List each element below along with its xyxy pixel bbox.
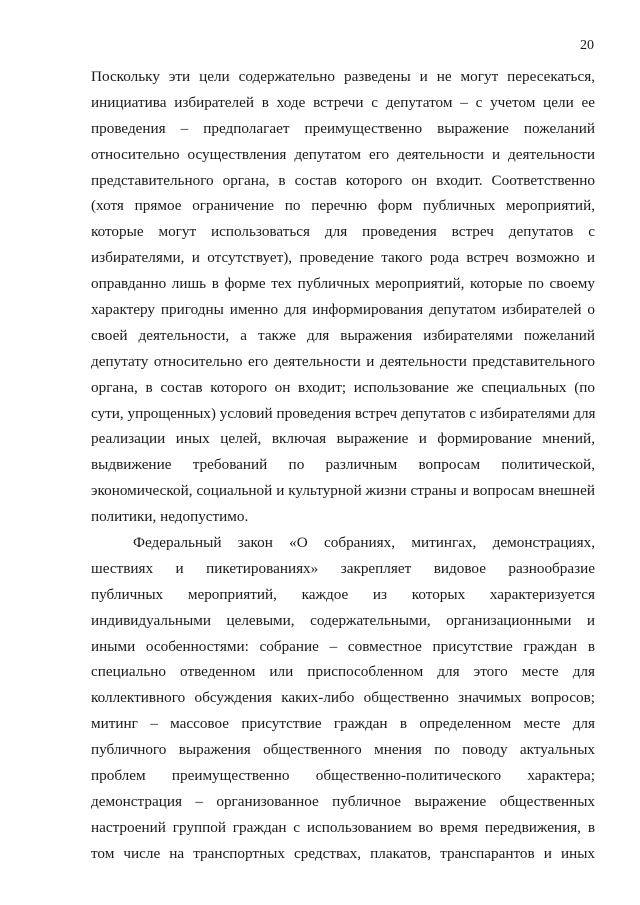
text-line: реализации иных целей, включая выражение и формирование мнений, (91, 430, 595, 448)
text-line: шествиях и пикетированиях» закрепляет видовое разнообразие (91, 559, 595, 577)
text-line: проведения – предполагает преимущественно выражение пожеланий (91, 119, 595, 137)
text-line: том числе на транспортных средствах, плакатов, транспарантов и иных (91, 844, 595, 862)
paragraph (91, 64, 595, 530)
text-line: настроений группой граждан с использованием во время передвижения, в (91, 818, 595, 836)
text-line: депутату относительно его деятельности и деятельности представительного (91, 352, 595, 370)
text-line: демонстрация – организованное публичное выражение общественных (91, 792, 595, 810)
text-line: митинг – массовое присутствие граждан в определенном месте для (91, 715, 595, 733)
text-line: избирателями, и отсутствует), проведение такого рода встреч возможно и (91, 249, 595, 267)
text-line: политики, недопустимо. (91, 508, 249, 526)
text-line: иными особенностями: собрание – совместное присутствие граждан в (91, 637, 595, 655)
text-line: индивидуальными целевыми, содержательными, организационными и (91, 611, 595, 629)
text-line: представительного органа, в состав которого он входит. Соответственно (91, 171, 595, 189)
page-number: 20 (580, 38, 594, 53)
text-line: экономической, социальной и культурной жизни страны и вопросам внешней (91, 482, 595, 500)
text-line: Федеральный закон «О собраниях, митингах, демонстрациях, (133, 534, 595, 552)
text-line: сути, упрощенных) условий проведения встреч депутатов с избирателями для (91, 404, 596, 422)
text-line: Поскольку эти цели содержательно разведены и не могут пересекаться, (91, 68, 595, 85)
text-line: своей деятельности, а также для выражения избирателями пожеланий (91, 326, 595, 344)
text-line: проблем преимущественно общественно-политического характера; (91, 767, 595, 785)
text-line: инициатива избирателей в ходе встречи с депутатом – с учетом цели ее (91, 93, 595, 111)
text-line: (хотя прямое ограничение по перечню форм публичных мероприятий, (91, 197, 595, 215)
body-text (91, 64, 595, 867)
text-line: коллективного обсуждения каких-либо общественно значимых вопросов; (91, 689, 595, 707)
text-line: характеру пригодны именно для информирования депутатом избирателей о (91, 301, 595, 319)
text-line: органа, в состав которого он входит; использование же специальных (по (91, 378, 595, 396)
text-line: публичного выражения общественного мнения по поводу актуальных (91, 741, 595, 759)
paragraph (91, 530, 595, 867)
text-line: специально отведенном или приспособленном для этого месте для (91, 663, 595, 681)
text-line: публичных мероприятий, каждое из которых характеризуется (91, 585, 595, 603)
text-line: оправданно лишь в форме тех публичных мероприятий, которые по своему (91, 275, 595, 293)
text-line: которые могут использоваться для проведения встреч депутатов с (91, 223, 595, 241)
text-line: выдвижение требований по различным вопросам политической, (91, 456, 595, 474)
text-line: относительно осуществления депутатом его деятельности и деятельности (91, 145, 595, 163)
